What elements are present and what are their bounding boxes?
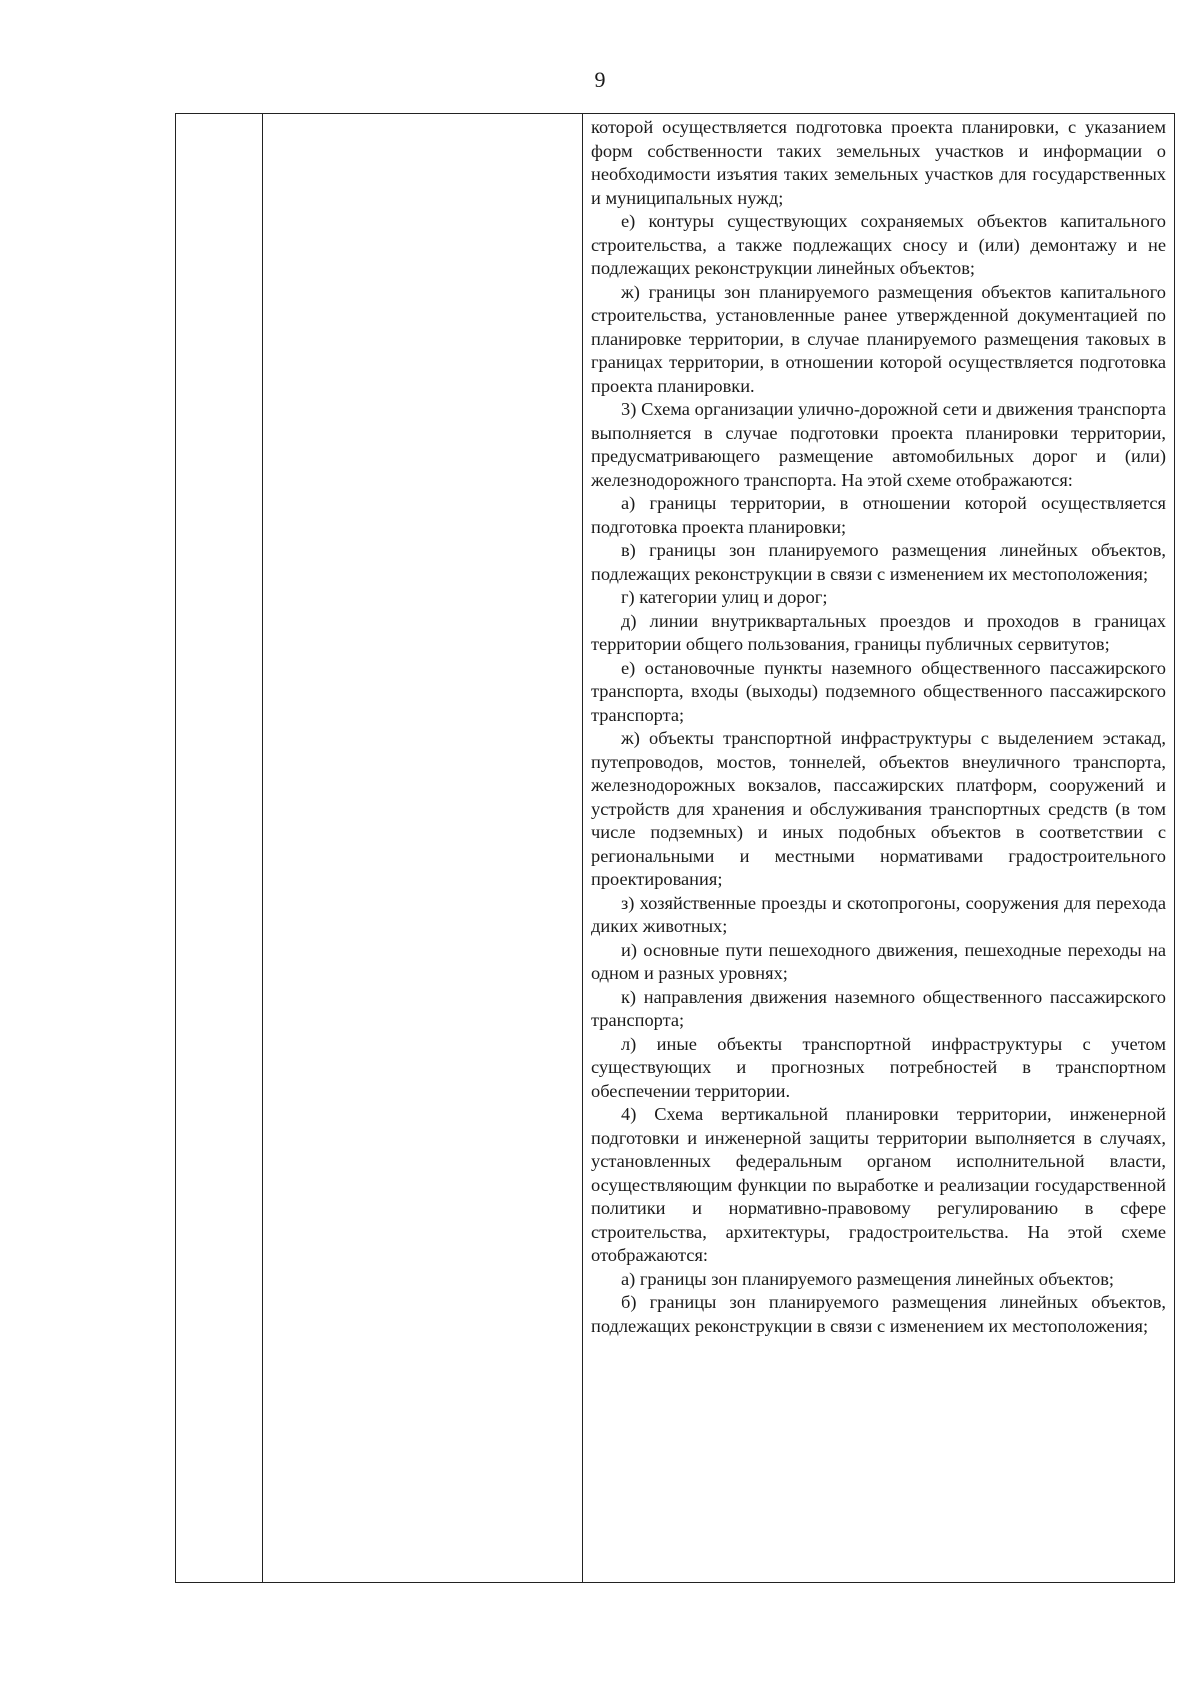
- paragraph: ж) объекты транспортной инфраструктуры с выделением эстакад, путепроводов, мостов, тоннелей, объектов внеуличного транспорта, железнодорожных вокзалов, пассажирских платформ, сооружений и устройств для хранения и обслуживания транспортных средств (в том числе подземных) и иных подобных объектов в соответствии с региональными и местными нормативами градостроительного проектирования;: [591, 728, 1166, 889]
- paragraph: б) границы зон планируемого размещения линейных объектов, подлежащих реконструкции в связи с изменением их местоположения;: [591, 1292, 1166, 1336]
- table-column-number: [176, 114, 263, 1582]
- document-table: [175, 113, 1175, 1583]
- table-column-title: [263, 114, 583, 1582]
- paragraph: а) границы зон планируемого размещения линейных объектов;: [621, 1268, 1115, 1289]
- paragraph: е) контуры существующих сохраняемых объектов капитального строительства, а также подлежащих сносу и (или) демонтажу и не подлежащих реконструкции линейных объектов;: [591, 211, 1166, 278]
- paragraph: в) границы зон планируемого размещения линейных объектов, подлежащих реконструкции в связи с изменением их местоположения;: [591, 540, 1166, 584]
- table-column-content: [583, 114, 1174, 1582]
- paragraph: к) направления движения наземного общественного пассажирского транспорта;: [591, 986, 1166, 1030]
- paragraph: з) хозяйственные проезды и скотопрогоны, сооружения для перехода диких животных;: [591, 892, 1166, 936]
- page-number: 9: [594, 67, 606, 92]
- paragraph: а) границы территории, в отношении которой осуществляется подготовка проекта планировки;: [591, 493, 1166, 537]
- paragraph: которой осуществляется подготовка проекта планировки, с указанием форм собственности таких земельных участков и информации о необходимости изъятия таких земельных участков для государственных и муниципальных нужд;: [591, 117, 1166, 208]
- paragraph: е) остановочные пункты наземного общественного пассажирского транспорта, входы (выходы) подземного общественного пассажирского транспорта;: [591, 657, 1166, 725]
- paragraph: г) категории улиц и дорог;: [621, 587, 828, 607]
- paragraph: д) линии внутриквартальных проездов и проходов в границах территории общего пользования, границы публичных сервитутов;: [591, 610, 1166, 654]
- paragraph: 3) Схема организации улично-дорожной сети и движения транспорта выполняется в случае подготовки проекта планировки территории, предусматривающего размещение автомобильных дорог и (или) железнодорожного транспорта. На этой схеме отображаются:: [591, 399, 1166, 490]
- paragraph: и) основные пути пешеходного движения, пешеходные переходы на одном и разных уровнях;: [591, 939, 1166, 983]
- paragraph: ж) границы зон планируемого размещения объектов капитального строительства, установленные ранее утвержденной документацией по планировке территории, в случае планируемого размещения таковых в границах территории, в отношении которой осуществляется подготовка проекта планировки.: [591, 281, 1166, 396]
- paragraph: 4) Схема вертикальной планировки территории, инженерной подготовки и инженерной защиты территории выполняется в случаях, установленных федеральным органом исполнительной власти, осуществляющим функции по выработке и реализации государственной политики и нормативно-правовому регулированию в сфере строительства, архитектуры, градостроительства. На этой схеме отображаются:: [591, 1104, 1166, 1265]
- paragraph: л) иные объекты транспортной инфраструктуры с учетом существующих и прогнозных потребностей в транспортном обеспечении территории.: [591, 1033, 1166, 1101]
